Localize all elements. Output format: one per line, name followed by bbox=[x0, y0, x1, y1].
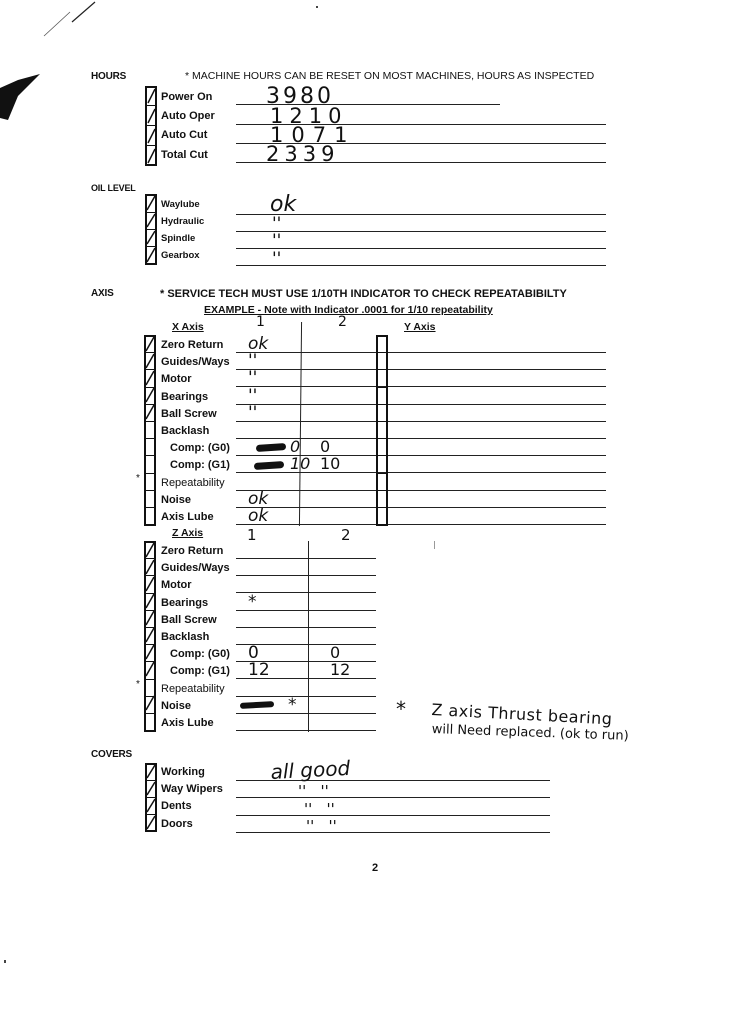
x-axis-checkmarks bbox=[144, 335, 156, 526]
x-axis-checkbox-divider bbox=[144, 438, 156, 439]
hours-value-auto-cut: 1071 bbox=[270, 123, 356, 147]
y-axis-checkbox-divider bbox=[376, 438, 388, 439]
z-axis-row-label: Backlash bbox=[161, 631, 210, 643]
oil-value-spindle: '' bbox=[272, 231, 282, 251]
y-axis-title: Y Axis bbox=[404, 321, 436, 333]
x-axis-row-value-col1: 0 bbox=[290, 437, 301, 457]
y-axis-checkbox-divider bbox=[376, 507, 388, 508]
y-axis-checkbox-divider bbox=[376, 490, 388, 491]
z-axis-row-value-col1: 12 bbox=[248, 660, 270, 681]
x-axis-row-label: Repeatability bbox=[161, 476, 225, 489]
z-axis-row-label: Comp: (G0) bbox=[170, 648, 230, 661]
z-axis-row-line bbox=[236, 592, 376, 593]
z-axis-row-value-col1: * bbox=[248, 591, 257, 612]
z-axis-checkbox-divider bbox=[144, 679, 156, 680]
y-axis-checkbox-divider bbox=[376, 455, 388, 456]
x-axis-col2-heading: 2 bbox=[338, 314, 347, 330]
x-axis-checkbox-divider bbox=[144, 352, 156, 353]
x-axis-checkbox-divider bbox=[144, 490, 156, 491]
hours-value-total-cut: 2339 bbox=[266, 142, 340, 166]
covers-value-way-wipers: '' '' bbox=[298, 782, 329, 800]
x-axis-checkbox-divider bbox=[144, 404, 156, 405]
z-axis-row-line bbox=[236, 610, 376, 611]
z-axis-checkbox-divider bbox=[144, 627, 156, 628]
scribble-mark bbox=[240, 701, 274, 709]
hours-label-auto-oper: Auto Oper bbox=[161, 110, 215, 122]
covers-value-working: all good bbox=[270, 755, 351, 784]
x-axis-checkbox-divider bbox=[144, 473, 156, 474]
z-axis-row-line bbox=[236, 730, 376, 731]
z-axis-row-label: Ball Screw bbox=[161, 613, 217, 626]
x-axis-row-line bbox=[236, 524, 606, 525]
oil-value-hydraulic: '' bbox=[272, 214, 282, 234]
z-axis-row-value-col1: * bbox=[288, 694, 297, 715]
x-axis-row-label: Comp: (G1) bbox=[170, 459, 230, 472]
x-axis-checkbox-divider bbox=[144, 421, 156, 422]
z-axis-row-line bbox=[236, 713, 376, 714]
z-axis-row-label: Repeatability bbox=[161, 682, 225, 695]
x-axis-row-label: Zero Return bbox=[161, 339, 224, 351]
z-axis-row-label: Guides/Ways bbox=[161, 562, 230, 575]
scan-speck bbox=[434, 541, 435, 549]
x-axis-row-label: Guides/Ways bbox=[161, 356, 230, 369]
x-axis-row-line bbox=[236, 490, 606, 491]
covers-label-doors: Doors bbox=[161, 818, 193, 830]
y-axis-checkbox-divider bbox=[376, 387, 388, 388]
z-axis-col1-heading: 1 bbox=[247, 526, 257, 544]
z-axis-col2-heading: 2 bbox=[341, 526, 351, 544]
oil-label-waylube: Waylube bbox=[161, 199, 200, 210]
x-axis-row-label: Axis Lube bbox=[161, 511, 214, 523]
x-axis-row-line bbox=[236, 421, 606, 422]
x-axis-row-label: Bearings bbox=[161, 390, 209, 403]
z-axis-row-line bbox=[236, 558, 376, 559]
x-axis-row-value-col1: '' bbox=[248, 351, 258, 372]
x-axis-row-line bbox=[236, 352, 606, 353]
x-axis-row-value-col1: '' bbox=[248, 368, 258, 389]
covers-section-title: COVERS bbox=[91, 749, 133, 760]
z-axis-checkbox-divider bbox=[144, 558, 156, 559]
x-axis-row-label: Ball Screw bbox=[161, 407, 217, 420]
hours-note: * MACHINE HOURS CAN BE RESET ON MOST MACHINES, HOURS AS INSPECTED bbox=[185, 70, 595, 82]
z-axis-checkbox-divider bbox=[144, 593, 156, 594]
x-axis-row-line bbox=[236, 507, 606, 508]
z-axis-row-line bbox=[236, 696, 376, 697]
y-axis-checkbox-divider bbox=[376, 421, 388, 422]
oil-label-spindle: Spindle bbox=[161, 233, 196, 244]
scan-corner-mark bbox=[0, 0, 110, 110]
x-axis-row-label: Backlash bbox=[161, 425, 210, 437]
covers-value-doors: '' '' bbox=[306, 817, 337, 835]
scribble-mark bbox=[256, 443, 286, 452]
z-axis-row-value-col2: 0 bbox=[330, 643, 341, 663]
z-axis-row-label: Motor bbox=[161, 579, 192, 592]
x-axis-row-value-col2: 0 bbox=[320, 437, 331, 457]
x-axis-row-value-col1: ok bbox=[248, 506, 269, 526]
covers-value-dents: '' '' bbox=[304, 800, 335, 818]
z-axis-row-label: Zero Return bbox=[161, 545, 224, 557]
x-axis-col1-heading: 1 bbox=[256, 314, 265, 330]
x-axis-row-value-col1: ok bbox=[248, 488, 269, 509]
z-axis-checkbox-divider bbox=[144, 575, 156, 576]
z-axis-checkmarks bbox=[144, 541, 156, 732]
axis-section-title: AXIS bbox=[91, 288, 114, 299]
z-axis-checkbox-divider bbox=[144, 661, 156, 662]
hours-checkmarks bbox=[145, 86, 157, 166]
x-axis-row-value-col1: ok bbox=[248, 334, 269, 354]
z-repeatability-star: * bbox=[136, 679, 140, 690]
y-axis-checkbox-divider bbox=[376, 473, 388, 474]
x-axis-row-label: Motor bbox=[161, 373, 192, 386]
hours-label-total-cut: Total Cut bbox=[161, 149, 208, 161]
x-axis-checkbox-divider bbox=[144, 455, 156, 456]
oil-label-gearbox: Gearbox bbox=[161, 250, 200, 261]
x-axis-row-label: Comp: (G0) bbox=[170, 442, 230, 455]
oil-value-gearbox: '' bbox=[272, 249, 282, 269]
x-repeatability-star: * bbox=[136, 473, 140, 484]
z-axis-row-label: Bearings bbox=[161, 596, 209, 609]
y-axis-checkbox-divider bbox=[376, 404, 388, 405]
hours-label-power-on: Power On bbox=[161, 91, 213, 103]
z-axis-row-line bbox=[236, 575, 376, 576]
x-axis-row-line bbox=[236, 386, 606, 387]
oil-section-title: OIL LEVEL bbox=[91, 183, 136, 193]
x-axis-row-line bbox=[236, 369, 606, 370]
z-axis-checkbox-divider bbox=[144, 696, 156, 697]
hours-value-auto-oper: 1210 bbox=[270, 104, 348, 128]
x-axis-row-value-col1: '' bbox=[248, 402, 258, 423]
oil-value-waylube: ok bbox=[270, 192, 297, 217]
hours-section-title: HOURS bbox=[91, 71, 127, 82]
x-axis-checkbox-divider bbox=[144, 369, 156, 370]
hours-label-auto-cut: Auto Cut bbox=[161, 129, 208, 141]
x-axis-row-label: Noise bbox=[161, 493, 191, 506]
x-axis-row-value-col1: 10 bbox=[290, 454, 311, 474]
z-axis-checkbox-divider bbox=[144, 610, 156, 611]
oil-label-hydraulic: Hydraulic bbox=[161, 216, 205, 227]
z-axis-checkbox-divider bbox=[144, 644, 156, 645]
z-axis-column-divider bbox=[308, 541, 309, 732]
z-note-line2: will Need replaced. (ok to run) bbox=[431, 722, 629, 744]
x-axis-checkbox-divider bbox=[144, 507, 156, 508]
z-axis-checkbox-divider bbox=[144, 713, 156, 714]
covers-label-dents: Dents bbox=[161, 800, 192, 812]
axis-example: EXAMPLE - Note with Indicator .0001 for 1/10 repeatability bbox=[204, 304, 493, 316]
y-axis-checkbox-column bbox=[376, 335, 388, 526]
x-axis-title: X Axis bbox=[172, 321, 204, 333]
x-axis-row-value-col2: 10 bbox=[320, 454, 341, 474]
z-note-line1: Z axis Thrust bearing bbox=[431, 700, 613, 729]
z-axis-row-label: Comp: (G1) bbox=[170, 665, 230, 678]
x-axis-row-value-col1: '' bbox=[248, 385, 258, 406]
page-number: 2 bbox=[372, 862, 379, 874]
z-axis-row-value-col1: 0 bbox=[248, 643, 259, 664]
z-axis-title: Z Axis bbox=[172, 527, 204, 539]
z-axis-row-label: Axis Lube bbox=[161, 717, 214, 729]
z-note-star: * bbox=[396, 697, 406, 721]
y-axis-checkbox-divider bbox=[376, 352, 388, 353]
scan-speck bbox=[316, 6, 318, 8]
z-axis-row-line bbox=[236, 627, 376, 628]
covers-label-working: Working bbox=[161, 766, 205, 778]
z-axis-row-value-col2: 12 bbox=[330, 660, 351, 680]
z-axis-row-label: Noise bbox=[161, 699, 191, 712]
x-axis-checkbox-divider bbox=[144, 387, 156, 388]
hours-value-power-on: 3980 bbox=[266, 84, 334, 109]
covers-label-way-wipers: Way Wipers bbox=[161, 783, 223, 795]
axis-note: * SERVICE TECH MUST USE 1/10TH INDICATOR TO CHECK REPEATABIBILTY bbox=[160, 288, 567, 300]
scribble-mark bbox=[254, 461, 284, 470]
x-axis-row-line bbox=[236, 404, 606, 405]
y-axis-checkbox-divider bbox=[376, 369, 388, 370]
scan-speck bbox=[4, 960, 6, 963]
